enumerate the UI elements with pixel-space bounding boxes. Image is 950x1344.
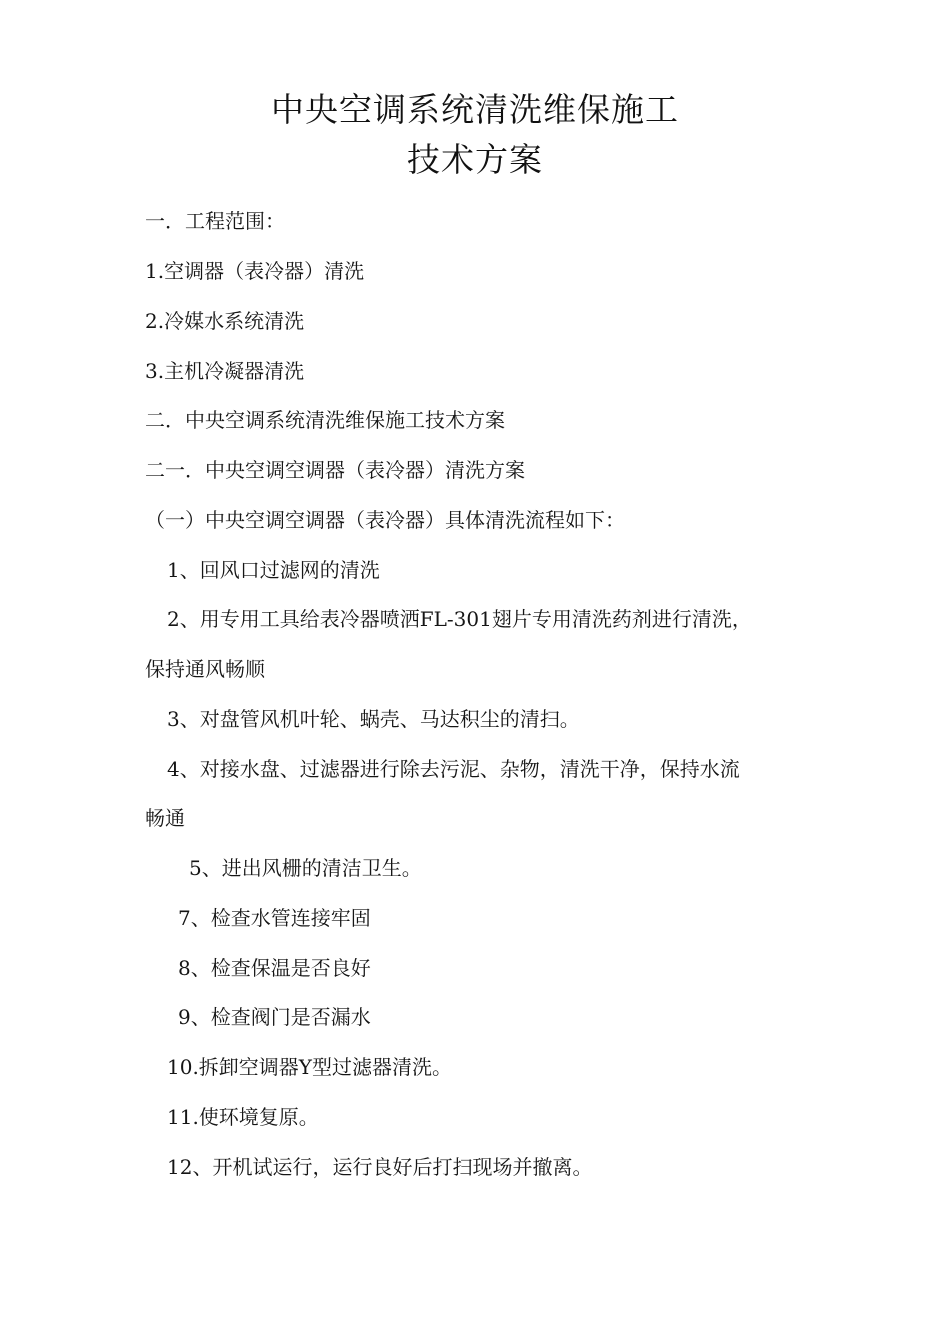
- step-2: 2、用专用工具给表冷器喷洒FL-301翅片专用清洗药剂进行清洗，: [167, 607, 752, 631]
- document-title-line-2: 技术方案: [407, 140, 543, 179]
- step-1: 1、回风口过滤网的清洗: [167, 558, 380, 582]
- subsection-heading-ahu: 二一．中央空调空调器（表冷器）清洗方案: [145, 458, 525, 482]
- step-3: 3、对盘管风机叶轮、蜗壳、马达积尘的清扫。: [167, 707, 580, 731]
- scope-item-1: 1.空调器（表冷器）清洗: [145, 259, 365, 283]
- scope-item-3: 3.主机冷凝器清洗: [145, 359, 305, 383]
- step-10: 10.拆卸空调器Y型过滤器清洗。: [167, 1055, 453, 1079]
- step-5: 5、进出风栅的清洁卫生。: [189, 856, 422, 880]
- step-2-continued: 保持通风畅顺: [145, 657, 265, 681]
- step-4: 4、对接水盘、过滤器进行除去污泥、杂物，清洗干净，保持水流: [167, 757, 740, 781]
- section-heading-scope: 一．工程范围：: [145, 209, 285, 233]
- scope-item-2: 2.冷媒水系统清洗: [145, 309, 305, 333]
- step-11: 11.使环境复原。: [167, 1105, 319, 1129]
- step-7: 7、检查水管连接牢固: [178, 906, 371, 930]
- section-heading-plan: 二．中央空调系统清洗维保施工技术方案: [145, 408, 505, 432]
- document-title-line-1: 中央空调系统清洗维保施工: [271, 90, 679, 129]
- procedure-heading: （一）中央空调空调器（表冷器）具体清洗流程如下：: [145, 508, 625, 532]
- step-9: 9、检查阀门是否漏水: [178, 1005, 371, 1029]
- step-8: 8、检查保温是否良好: [178, 956, 371, 980]
- step-4-continued: 畅通: [145, 806, 185, 830]
- step-12: 12、开机试运行，运行良好后打扫现场并撤离。: [167, 1155, 593, 1179]
